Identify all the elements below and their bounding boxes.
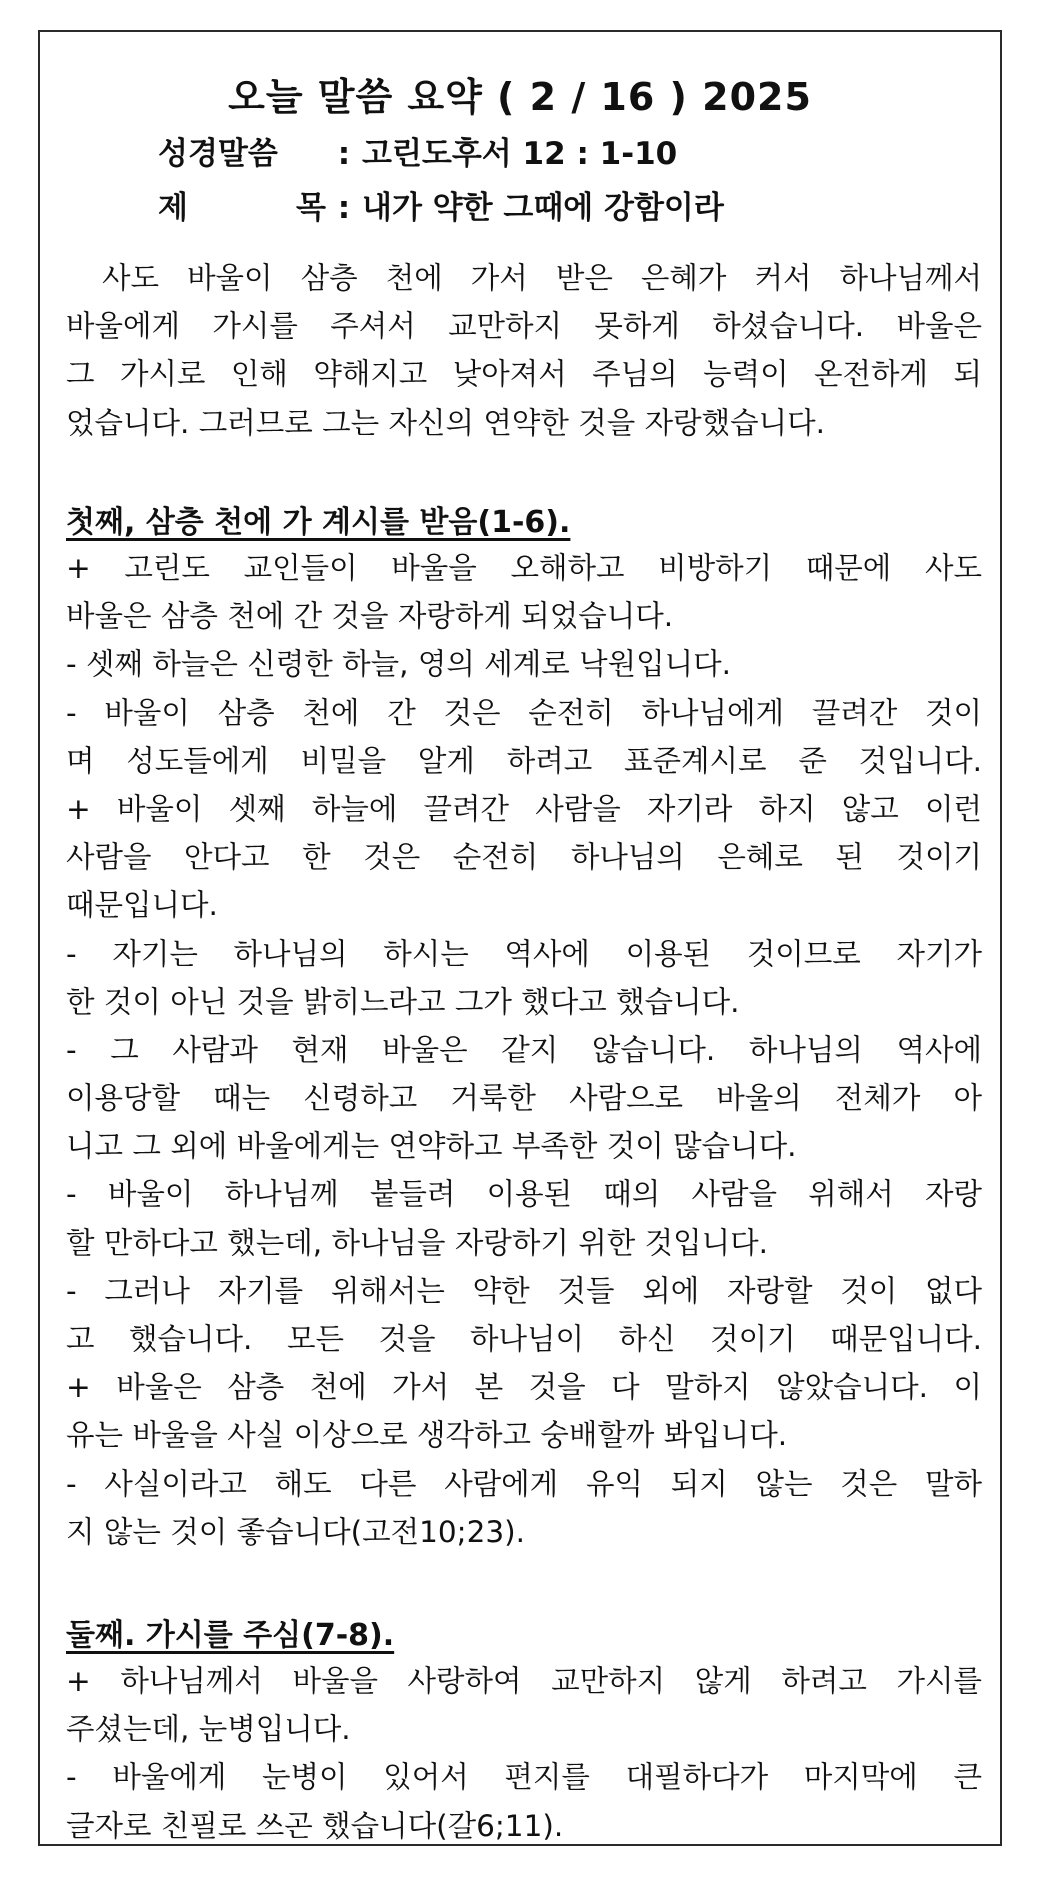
section1-line: 사람을 안다고 한 것은 순전히 하나님의 은혜로 된 것이기 xyxy=(66,840,982,875)
section1-heading: 첫째, 삼층 천에 가 계시를 받음(1-6). xyxy=(66,505,571,540)
scripture-row xyxy=(158,128,677,173)
section1-line: 니고 그 외에 바울에게는 연약하고 부족한 것이 많습니다. xyxy=(66,1129,797,1164)
section1-line: 고 했습니다. 모든 것을 하나님이 하신 것이기 때문입니다. xyxy=(66,1322,982,1356)
section1-line: + 고린도 교인들이 바울을 오해하고 비방하기 때문에 사도 xyxy=(66,551,982,585)
section1-line: - 자기는 하나님의 하시는 역사에 이용된 것이므로 자기가 xyxy=(66,936,982,971)
scripture-reference: 고린도후서 12 : 1-10 xyxy=(362,136,678,172)
intro-paragraph xyxy=(66,254,982,447)
section1-line: - 바울이 하나님께 붙들려 이용된 때의 사람을 위해서 자랑 xyxy=(66,1177,982,1212)
scripture-label: 성경말씀 xyxy=(158,136,278,172)
subject-label: 제 목 xyxy=(158,190,326,226)
section2-line: + 하나님께서 바울을 사랑하여 교만하지 않게 하려고 가시를 xyxy=(66,1664,982,1698)
section1-line: - 바울이 삼층 천에 간 것은 순전히 하나님에게 끌려간 것이 xyxy=(66,695,982,730)
page-title: 오늘 말씀 요약 ( 2 / 16 ) 2025 xyxy=(228,75,812,119)
intro-line: 었습니다. 그러므로 그는 자신의 연약한 것을 자랑했습니다. xyxy=(66,405,825,440)
subject-title: 내가 약한 그때에 강함이라 xyxy=(362,190,724,226)
section1-line: + 바울은 삼층 천에 가서 본 것을 다 말하지 않았습니다. 이 xyxy=(66,1370,982,1405)
section1-line: 한 것이 아닌 것을 밝히느라고 그가 했다고 했습니다. xyxy=(66,984,740,1019)
section1-line: - 셋째 하늘은 신령한 하늘, 영의 세계로 낙원입니다. xyxy=(66,647,731,682)
section1-line: 이용당할 때는 신령하고 거룩한 사람으로 바울의 전체가 아 xyxy=(66,1081,982,1116)
section2-heading: 둘째. 가시를 주심(7-8). xyxy=(66,1618,395,1653)
subject-row xyxy=(158,182,724,227)
section1-line: 유는 바울을 사실 이상으로 생각하고 숭배할까 봐입니다. xyxy=(66,1418,788,1453)
scripture-colon: : xyxy=(337,136,351,172)
section1-line: 바울은 삼층 천에 간 것을 자랑하게 되었습니다. xyxy=(66,599,674,634)
section2-line: - 바울에게 눈병이 있어서 편지를 대필하다가 마지막에 큰 xyxy=(66,1760,982,1795)
intro-line: 사도 바울이 삼층 천에 가서 받은 은혜가 커서 하나님께서 xyxy=(102,261,982,295)
intro-line: 바울에게 가시를 주셔서 교만하지 못하게 하셨습니다. 바울은 xyxy=(66,309,982,344)
section1-line: - 그러나 자기를 위해서는 약한 것들 외에 자랑할 것이 없다 xyxy=(66,1273,982,1308)
section1-line: - 그 사람과 현재 바울은 같지 않습니다. 하나님의 역사에 xyxy=(66,1032,982,1067)
section2-line: 글자로 친필로 쓰곤 했습니다(갈6;11). xyxy=(66,1808,564,1843)
section1-line: 때문입니다. xyxy=(66,888,218,923)
section1-line: 지 않는 것이 좋습니다(고전10;23). xyxy=(66,1514,526,1549)
intro-line: 그 가시로 인해 약해지고 낮아져서 주님의 능력이 온전하게 되 xyxy=(66,357,982,392)
section1-line: - 사실이라고 해도 다른 사람에게 유익 되지 않는 것은 말하 xyxy=(66,1466,982,1501)
subject-colon: : xyxy=(337,190,351,226)
section2-line: 주셨는데, 눈병입니다. xyxy=(66,1712,351,1747)
section1-line: 할 만하다고 했는데, 하나님을 자랑하기 위한 것입니다. xyxy=(66,1225,768,1260)
section1-line: + 바울이 셋째 하늘에 끌려간 사람을 자기라 하지 않고 이런 xyxy=(66,791,982,826)
section1-line: 며 성도들에게 비밀을 알게 하려고 표준계시로 준 것입니다. xyxy=(66,743,982,778)
sermon-summary-sheet xyxy=(38,30,1002,1846)
section2-body xyxy=(66,1657,982,1850)
section1-body xyxy=(66,544,982,1556)
